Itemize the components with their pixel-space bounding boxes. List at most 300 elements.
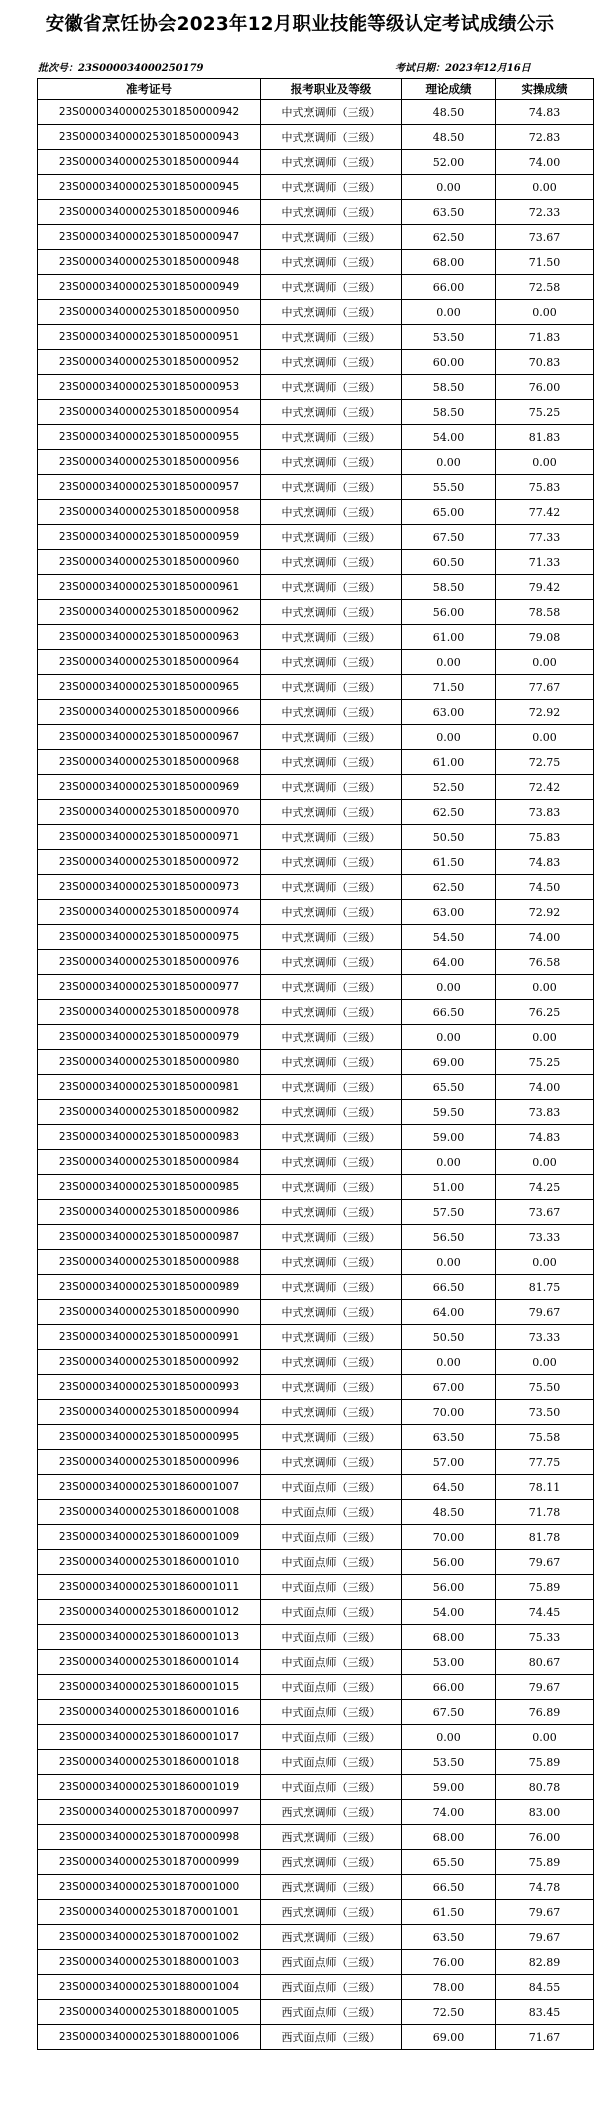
cell-theory-score: 48.50 [402, 125, 496, 150]
cell-occupation-level: 西式面点师（三级） [261, 2025, 402, 2050]
cell-occupation-level: 中式烹调师（三级） [261, 350, 402, 375]
table-row [38, 1825, 594, 1850]
cell-theory-score: 59.50 [402, 1100, 496, 1125]
cell-theory-score: 59.00 [402, 1775, 496, 1800]
table-row [38, 625, 594, 650]
table-row [38, 650, 594, 675]
cell-occupation-level: 中式烹调师（三级） [261, 700, 402, 725]
cell-practical-score: 79.42 [496, 575, 594, 600]
table-row [38, 1850, 594, 1875]
cell-practical-score: 76.00 [496, 1825, 594, 1850]
cell-occupation-level: 中式烹调师（三级） [261, 1025, 402, 1050]
table-row [38, 1525, 594, 1550]
table-row [38, 975, 594, 1000]
cell-practical-score: 79.67 [496, 1900, 594, 1925]
cell-occupation-level: 中式烹调师（三级） [261, 225, 402, 250]
cell-theory-score: 53.00 [402, 1650, 496, 1675]
cell-occupation-level: 中式烹调师（三级） [261, 150, 402, 175]
cell-theory-score: 60.00 [402, 350, 496, 375]
cell-occupation-level: 中式烹调师（三级） [261, 950, 402, 975]
cell-occupation-level: 中式面点师（三级） [261, 1750, 402, 1775]
table-row [38, 1875, 594, 1900]
cell-exam-id: 23S000034000025301850000978 [38, 1000, 261, 1025]
cell-practical-score: 75.89 [496, 1750, 594, 1775]
cell-occupation-level: 中式烹调师（三级） [261, 625, 402, 650]
cell-theory-score: 66.50 [402, 1875, 496, 1900]
cell-practical-score: 73.33 [496, 1225, 594, 1250]
cell-occupation-level: 中式烹调师（三级） [261, 875, 402, 900]
cell-occupation-level: 中式烹调师（三级） [261, 825, 402, 850]
cell-theory-score: 65.00 [402, 500, 496, 525]
cell-theory-score: 56.00 [402, 1575, 496, 1600]
table-row [38, 750, 594, 775]
table-row [38, 500, 594, 525]
cell-occupation-level: 中式烹调师（三级） [261, 1050, 402, 1075]
cell-theory-score: 70.00 [402, 1525, 496, 1550]
cell-practical-score: 73.83 [496, 800, 594, 825]
cell-practical-score: 70.83 [496, 350, 594, 375]
cell-practical-score: 0.00 [496, 975, 594, 1000]
cell-occupation-level: 中式烹调师（三级） [261, 450, 402, 475]
cell-exam-id: 23S000034000025301850000958 [38, 500, 261, 525]
cell-practical-score: 71.78 [496, 1500, 594, 1525]
table-row [38, 1625, 594, 1650]
cell-occupation-level: 中式面点师（三级） [261, 1725, 402, 1750]
cell-occupation-level: 中式烹调师（三级） [261, 250, 402, 275]
cell-exam-id: 23S000034000025301850000942 [38, 100, 261, 125]
cell-practical-score: 82.89 [496, 1950, 594, 1975]
cell-practical-score: 81.75 [496, 1275, 594, 1300]
cell-occupation-level: 中式烹调师（三级） [261, 1075, 402, 1100]
table-row [38, 450, 594, 475]
cell-exam-id: 23S000034000025301850000952 [38, 350, 261, 375]
cell-practical-score: 74.45 [496, 1600, 594, 1625]
results-table [37, 78, 594, 2050]
cell-occupation-level: 中式烹调师（三级） [261, 275, 402, 300]
table-row [38, 1225, 594, 1250]
cell-exam-id: 23S000034000025301860001011 [38, 1575, 261, 1600]
cell-exam-id: 23S000034000025301850000989 [38, 1275, 261, 1300]
cell-exam-id: 23S000034000025301850000973 [38, 875, 261, 900]
cell-theory-score: 53.50 [402, 1750, 496, 1775]
cell-exam-id: 23S000034000025301860001010 [38, 1550, 261, 1575]
cell-theory-score: 62.50 [402, 225, 496, 250]
cell-exam-id: 23S000034000025301850000955 [38, 425, 261, 450]
cell-theory-score: 58.50 [402, 400, 496, 425]
cell-practical-score: 73.67 [496, 225, 594, 250]
cell-exam-id: 23S000034000025301850000957 [38, 475, 261, 500]
table-row [38, 250, 594, 275]
table-row [38, 325, 594, 350]
cell-occupation-level: 中式面点师（三级） [261, 1625, 402, 1650]
cell-occupation-level: 西式面点师（三级） [261, 2000, 402, 2025]
cell-practical-score: 72.83 [496, 125, 594, 150]
cell-exam-id: 23S000034000025301850000964 [38, 650, 261, 675]
cell-theory-score: 55.50 [402, 475, 496, 500]
cell-exam-id: 23S000034000025301850000994 [38, 1400, 261, 1425]
cell-theory-score: 0.00 [402, 175, 496, 200]
table-row [38, 1025, 594, 1050]
cell-theory-score: 0.00 [402, 1025, 496, 1050]
cell-exam-id: 23S000034000025301850000975 [38, 925, 261, 950]
cell-occupation-level: 中式烹调师（三级） [261, 1275, 402, 1300]
table-row [38, 275, 594, 300]
cell-theory-score: 61.50 [402, 1900, 496, 1925]
cell-occupation-level: 中式烹调师（三级） [261, 375, 402, 400]
cell-exam-id: 23S000034000025301860001016 [38, 1700, 261, 1725]
table-row [38, 1100, 594, 1125]
cell-theory-score: 69.00 [402, 2025, 496, 2050]
cell-practical-score: 0.00 [496, 1350, 594, 1375]
cell-theory-score: 78.00 [402, 1975, 496, 2000]
cell-occupation-level: 中式烹调师（三级） [261, 1175, 402, 1200]
table-row [38, 1150, 594, 1175]
cell-occupation-level: 中式烹调师（三级） [261, 1400, 402, 1425]
cell-exam-id: 23S000034000025301850000985 [38, 1175, 261, 1200]
table-row [38, 875, 594, 900]
cell-theory-score: 57.50 [402, 1200, 496, 1225]
cell-occupation-level: 中式烹调师（三级） [261, 400, 402, 425]
cell-theory-score: 52.50 [402, 775, 496, 800]
cell-theory-score: 0.00 [402, 1725, 496, 1750]
cell-theory-score: 61.50 [402, 850, 496, 875]
cell-exam-id: 23S000034000025301850000979 [38, 1025, 261, 1050]
cell-theory-score: 52.00 [402, 150, 496, 175]
cell-practical-score: 74.83 [496, 100, 594, 125]
cell-theory-score: 58.50 [402, 575, 496, 600]
cell-occupation-level: 中式面点师（三级） [261, 1550, 402, 1575]
table-row [38, 2000, 594, 2025]
cell-practical-score: 76.00 [496, 375, 594, 400]
cell-exam-id: 23S000034000025301850000991 [38, 1325, 261, 1350]
cell-exam-id: 23S000034000025301870001002 [38, 1925, 261, 1950]
cell-theory-score: 74.00 [402, 1800, 496, 1825]
cell-theory-score: 63.00 [402, 900, 496, 925]
cell-theory-score: 66.50 [402, 1000, 496, 1025]
cell-exam-id: 23S000034000025301880001004 [38, 1975, 261, 2000]
cell-theory-score: 65.50 [402, 1075, 496, 1100]
table-row [38, 800, 594, 825]
table-row [38, 475, 594, 500]
cell-exam-id: 23S000034000025301870001001 [38, 1900, 261, 1925]
cell-exam-id: 23S000034000025301860001008 [38, 1500, 261, 1525]
cell-practical-score: 79.08 [496, 625, 594, 650]
table-row [38, 1775, 594, 1800]
cell-occupation-level: 中式烹调师（三级） [261, 1000, 402, 1025]
cell-exam-id: 23S000034000025301880001006 [38, 2025, 261, 2050]
cell-theory-score: 51.00 [402, 1175, 496, 1200]
cell-theory-score: 56.50 [402, 1225, 496, 1250]
cell-theory-score: 69.00 [402, 1050, 496, 1075]
cell-practical-score: 73.83 [496, 1100, 594, 1125]
cell-exam-id: 23S000034000025301850000993 [38, 1375, 261, 1400]
table-row [38, 375, 594, 400]
cell-exam-id: 23S000034000025301860001009 [38, 1525, 261, 1550]
cell-occupation-level: 中式烹调师（三级） [261, 1100, 402, 1125]
table-row [38, 550, 594, 575]
cell-occupation-level: 中式烹调师（三级） [261, 300, 402, 325]
table-row [38, 2025, 594, 2050]
table-row [38, 125, 594, 150]
table-row [38, 1600, 594, 1625]
cell-practical-score: 74.25 [496, 1175, 594, 1200]
cell-occupation-level: 中式烹调师（三级） [261, 125, 402, 150]
cell-theory-score: 64.00 [402, 950, 496, 975]
table-row [38, 1450, 594, 1475]
cell-theory-score: 63.00 [402, 700, 496, 725]
cell-occupation-level: 中式烹调师（三级） [261, 1125, 402, 1150]
cell-practical-score: 0.00 [496, 175, 594, 200]
cell-exam-id: 23S000034000025301850000995 [38, 1425, 261, 1450]
cell-exam-id: 23S000034000025301860001015 [38, 1675, 261, 1700]
cell-exam-id: 23S000034000025301850000953 [38, 375, 261, 400]
cell-theory-score: 0.00 [402, 975, 496, 1000]
cell-occupation-level: 中式面点师（三级） [261, 1525, 402, 1550]
cell-theory-score: 50.50 [402, 825, 496, 850]
cell-occupation-level: 中式烹调师（三级） [261, 800, 402, 825]
cell-practical-score: 84.55 [496, 1975, 594, 2000]
cell-occupation-level: 中式面点师（三级） [261, 1575, 402, 1600]
cell-exam-id: 23S000034000025301850000962 [38, 600, 261, 625]
cell-practical-score: 77.75 [496, 1450, 594, 1475]
table-row [38, 1925, 594, 1950]
cell-occupation-level: 中式烹调师（三级） [261, 1425, 402, 1450]
cell-practical-score: 79.67 [496, 1300, 594, 1325]
table-row [38, 200, 594, 225]
cell-occupation-level: 中式烹调师（三级） [261, 1200, 402, 1225]
cell-exam-id: 23S000034000025301880001005 [38, 2000, 261, 2025]
cell-exam-id: 23S000034000025301850000943 [38, 125, 261, 150]
table-row [38, 1000, 594, 1025]
cell-occupation-level: 中式烹调师（三级） [261, 900, 402, 925]
cell-occupation-level: 中式面点师（三级） [261, 1600, 402, 1625]
cell-exam-id: 23S000034000025301850000945 [38, 175, 261, 200]
table-row [38, 1550, 594, 1575]
cell-exam-id: 23S000034000025301850000951 [38, 325, 261, 350]
cell-exam-id: 23S000034000025301850000971 [38, 825, 261, 850]
cell-practical-score: 75.25 [496, 400, 594, 425]
cell-theory-score: 67.00 [402, 1375, 496, 1400]
table-row [38, 925, 594, 950]
header-theory-score: 理论成绩 [402, 79, 496, 100]
cell-practical-score: 77.33 [496, 525, 594, 550]
cell-occupation-level: 中式烹调师（三级） [261, 550, 402, 575]
table-row [38, 1900, 594, 1925]
table-row [38, 1200, 594, 1225]
cell-theory-score: 0.00 [402, 1350, 496, 1375]
table-row [38, 1175, 594, 1200]
cell-theory-score: 54.50 [402, 925, 496, 950]
cell-theory-score: 66.50 [402, 1275, 496, 1300]
table-row [38, 1750, 594, 1775]
cell-exam-id: 23S000034000025301850000966 [38, 700, 261, 725]
cell-occupation-level: 西式烹调师（三级） [261, 1800, 402, 1825]
cell-practical-score: 80.78 [496, 1775, 594, 1800]
table-row [38, 775, 594, 800]
cell-occupation-level: 中式烹调师（三级） [261, 725, 402, 750]
cell-occupation-level: 中式烹调师（三级） [261, 1150, 402, 1175]
table-row [38, 400, 594, 425]
cell-exam-id: 23S000034000025301850000954 [38, 400, 261, 425]
cell-theory-score: 48.50 [402, 1500, 496, 1525]
cell-exam-id: 23S000034000025301850000969 [38, 775, 261, 800]
cell-practical-score: 75.58 [496, 1425, 594, 1450]
page-title: 安徽省烹饪协会2023年12月职业技能等级认定考试成绩公示 [45, 14, 555, 35]
cell-theory-score: 72.50 [402, 2000, 496, 2025]
cell-practical-score: 72.42 [496, 775, 594, 800]
table-row [38, 350, 594, 375]
table-row [38, 100, 594, 125]
table-row [38, 175, 594, 200]
cell-theory-score: 66.00 [402, 1675, 496, 1700]
cell-theory-score: 57.00 [402, 1450, 496, 1475]
cell-practical-score: 72.58 [496, 275, 594, 300]
cell-occupation-level: 西式烹调师（三级） [261, 1875, 402, 1900]
cell-theory-score: 63.50 [402, 1425, 496, 1450]
cell-exam-id: 23S000034000025301850000996 [38, 1450, 261, 1475]
cell-practical-score: 75.25 [496, 1050, 594, 1075]
cell-practical-score: 74.00 [496, 925, 594, 950]
cell-occupation-level: 中式烹调师（三级） [261, 475, 402, 500]
cell-exam-id: 23S000034000025301850000961 [38, 575, 261, 600]
cell-theory-score: 61.00 [402, 625, 496, 650]
cell-practical-score: 0.00 [496, 1725, 594, 1750]
cell-theory-score: 68.00 [402, 250, 496, 275]
cell-exam-id: 23S000034000025301850000968 [38, 750, 261, 775]
table-row [38, 1950, 594, 1975]
cell-exam-id: 23S000034000025301850000947 [38, 225, 261, 250]
cell-occupation-level: 西式烹调师（三级） [261, 1850, 402, 1875]
table-row [38, 900, 594, 925]
cell-occupation-level: 中式烹调师（三级） [261, 775, 402, 800]
cell-exam-id: 23S000034000025301880001003 [38, 1950, 261, 1975]
cell-occupation-level: 中式面点师（三级） [261, 1500, 402, 1525]
cell-occupation-level: 中式烹调师（三级） [261, 600, 402, 625]
cell-exam-id: 23S000034000025301860001012 [38, 1600, 261, 1625]
cell-theory-score: 54.00 [402, 425, 496, 450]
cell-occupation-level: 中式烹调师（三级） [261, 1300, 402, 1325]
cell-practical-score: 76.89 [496, 1700, 594, 1725]
cell-occupation-level: 中式烹调师（三级） [261, 1375, 402, 1400]
cell-theory-score: 76.00 [402, 1950, 496, 1975]
table-header-row [38, 79, 594, 100]
header-practical-score: 实操成绩 [496, 79, 594, 100]
header-exam-id: 准考证号 [38, 79, 261, 100]
cell-practical-score: 74.83 [496, 1125, 594, 1150]
cell-practical-score: 73.50 [496, 1400, 594, 1425]
cell-theory-score: 50.50 [402, 1325, 496, 1350]
cell-theory-score: 60.50 [402, 550, 496, 575]
cell-theory-score: 0.00 [402, 1250, 496, 1275]
cell-theory-score: 48.50 [402, 100, 496, 125]
cell-exam-id: 23S000034000025301850000983 [38, 1125, 261, 1150]
table-row [38, 525, 594, 550]
cell-practical-score: 0.00 [496, 300, 594, 325]
cell-exam-id: 23S000034000025301850000965 [38, 675, 261, 700]
table-row [38, 700, 594, 725]
table-row [38, 1400, 594, 1425]
cell-practical-score: 76.58 [496, 950, 594, 975]
cell-exam-id: 23S000034000025301850000988 [38, 1250, 261, 1275]
cell-exam-id: 23S000034000025301870000997 [38, 1800, 261, 1825]
header-occupation-level: 报考职业及等级 [261, 79, 402, 100]
cell-practical-score: 0.00 [496, 650, 594, 675]
cell-occupation-level: 中式烹调师（三级） [261, 1250, 402, 1275]
cell-exam-id: 23S000034000025301850000948 [38, 250, 261, 275]
table-row [38, 1425, 594, 1450]
table-row [38, 1800, 594, 1825]
cell-theory-score: 68.00 [402, 1625, 496, 1650]
cell-theory-score: 65.50 [402, 1850, 496, 1875]
cell-theory-score: 63.50 [402, 200, 496, 225]
table-row [38, 300, 594, 325]
cell-theory-score: 71.50 [402, 675, 496, 700]
table-row [38, 1500, 594, 1525]
cell-occupation-level: 中式烹调师（三级） [261, 925, 402, 950]
cell-practical-score: 73.33 [496, 1325, 594, 1350]
cell-theory-score: 61.00 [402, 750, 496, 775]
cell-exam-id: 23S000034000025301850000949 [38, 275, 261, 300]
cell-theory-score: 68.00 [402, 1825, 496, 1850]
table-row [38, 225, 594, 250]
table-row [38, 1575, 594, 1600]
cell-occupation-level: 中式烹调师（三级） [261, 1225, 402, 1250]
cell-exam-id: 23S000034000025301870001000 [38, 1875, 261, 1900]
batch-number: 批次号：23S000034000250179 [38, 63, 204, 74]
cell-exam-id: 23S000034000025301850000967 [38, 725, 261, 750]
cell-occupation-level: 中式烹调师（三级） [261, 850, 402, 875]
table-row [38, 675, 594, 700]
cell-occupation-level: 西式烹调师（三级） [261, 1900, 402, 1925]
cell-occupation-level: 中式烹调师（三级） [261, 750, 402, 775]
cell-occupation-level: 中式面点师（三级） [261, 1650, 402, 1675]
table-row [38, 1325, 594, 1350]
cell-practical-score: 83.45 [496, 2000, 594, 2025]
cell-practical-score: 81.83 [496, 425, 594, 450]
cell-practical-score: 75.50 [496, 1375, 594, 1400]
table-row [38, 1250, 594, 1275]
cell-exam-id: 23S000034000025301870000998 [38, 1825, 261, 1850]
cell-practical-score: 79.67 [496, 1675, 594, 1700]
cell-exam-id: 23S000034000025301850000950 [38, 300, 261, 325]
cell-exam-id: 23S000034000025301860001017 [38, 1725, 261, 1750]
cell-exam-id: 23S000034000025301850000959 [38, 525, 261, 550]
cell-theory-score: 59.00 [402, 1125, 496, 1150]
table-row [38, 150, 594, 175]
table-row [38, 1050, 594, 1075]
cell-practical-score: 81.78 [496, 1525, 594, 1550]
cell-exam-id: 23S000034000025301850000984 [38, 1150, 261, 1175]
table-row [38, 1075, 594, 1100]
cell-exam-id: 23S000034000025301850000982 [38, 1100, 261, 1125]
cell-exam-id: 23S000034000025301850000992 [38, 1350, 261, 1375]
cell-practical-score: 75.83 [496, 475, 594, 500]
cell-practical-score: 74.78 [496, 1875, 594, 1900]
cell-practical-score: 72.92 [496, 900, 594, 925]
cell-theory-score: 64.50 [402, 1475, 496, 1500]
cell-exam-id: 23S000034000025301850000977 [38, 975, 261, 1000]
cell-occupation-level: 中式烹调师（三级） [261, 575, 402, 600]
cell-practical-score: 73.67 [496, 1200, 594, 1225]
cell-occupation-level: 中式烹调师（三级） [261, 325, 402, 350]
cell-practical-score: 0.00 [496, 450, 594, 475]
cell-practical-score: 72.92 [496, 700, 594, 725]
cell-practical-score: 77.42 [496, 500, 594, 525]
cell-exam-id: 23S000034000025301850000960 [38, 550, 261, 575]
cell-exam-id: 23S000034000025301850000987 [38, 1225, 261, 1250]
cell-occupation-level: 中式烹调师（三级） [261, 525, 402, 550]
cell-theory-score: 0.00 [402, 1150, 496, 1175]
